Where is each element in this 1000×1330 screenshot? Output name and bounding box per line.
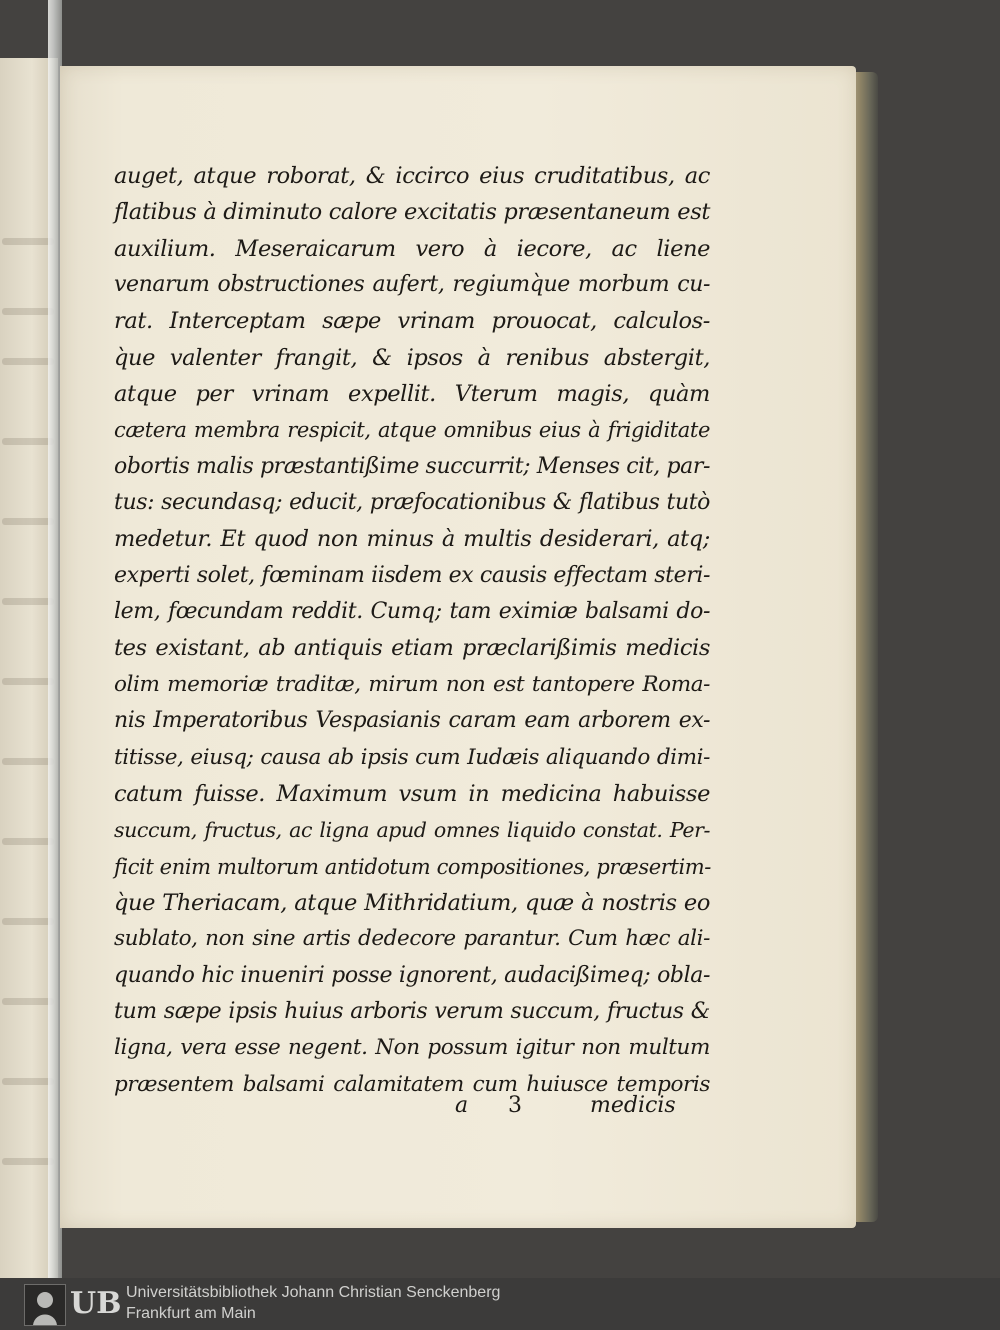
text-line: tus: secundasq; educit, præfocationibus & flatibus tutò <box>114 490 710 516</box>
text-line: ficit enim multorum antidotum compositiones, præsertim- <box>114 854 711 879</box>
text-line: succum, fructus, ac ligna apud omnes liquido constat. Per- <box>114 818 710 843</box>
institution-city: Frankfurt am Main <box>126 1305 256 1322</box>
text-line: cætera membra respicit, atque omnibus eius à frigiditate <box>114 418 710 443</box>
text-line: obortis malis præstantißime succurrit; Menses cit, par- <box>114 453 710 479</box>
text-line: titisse, eiusq; causa ab ipsis cum Iudæis aliquando dimi- <box>114 744 710 770</box>
page-text <box>114 158 710 1103</box>
library-footer <box>0 1278 1000 1330</box>
text-line: venarum obstructiones aufert, regiumq̀ue morbum cu- <box>114 272 710 298</box>
signature-letter: a <box>455 1093 469 1118</box>
text-line: sublato, non sine artis dedecore parantur. Cum hæc ali- <box>114 926 710 952</box>
text-line: rat. Interceptam sæpe vrinam prouocat, calculos- <box>114 308 710 335</box>
text-line: lem, fœcundam reddit. Cumq; tam eximiæ balsami do- <box>114 599 710 625</box>
text-line: flatibus à diminuto calore excitatis præsentaneum est <box>114 199 710 226</box>
text-line: catum fuisse. Maximum vsum in medicina habuisse <box>114 780 710 807</box>
text-line: tes existant, ab antiquis etiam præclarißimis medicis <box>114 635 710 662</box>
text-line: atque per vrinam expellit. Vterum magis, quàm <box>114 381 710 408</box>
text-line: q̀ue Theriacam, atque Mithridatium, quæ à nostris eo <box>114 889 710 916</box>
institution-name: Universitätsbibliothek Johann Christian Senckenberg <box>126 1284 501 1301</box>
text-line: præsentem balsami calamitatem cum huiusce temporis <box>114 1071 710 1097</box>
text-line: auxilium. Meseraicarum vero à iecore, ac liene <box>114 235 710 262</box>
text-line: auget, atque roborat, & iccirco eius cruditatibus, ac <box>114 163 710 189</box>
text-line: quando hic inueniri posse ignorent, audacißimeq; obla- <box>114 962 710 988</box>
text-line: medetur. Et quod non minus à multis desiderari, atq; <box>114 526 710 553</box>
text-line: experti solet, fœminam iisdem ex causis effectam steri- <box>114 562 710 588</box>
ub-logo[interactable] <box>24 1284 122 1324</box>
senckenberg-portrait-icon <box>24 1284 66 1326</box>
text-line: olim memoriæ traditæ, mirum non est tantopere Roma- <box>114 671 710 697</box>
ub-logo-text: UB <box>70 1286 122 1321</box>
text-line: nis Imperatoribus Vespasianis caram eam arborem ex- <box>114 708 710 734</box>
catchword: medicis <box>590 1093 676 1118</box>
text-line: ligna, vera esse negent. Non possum igitur non multum <box>114 1035 710 1061</box>
signature-number: 3 <box>508 1093 522 1118</box>
text-line: tum sæpe ipsis huius arboris verum succum, fructus & <box>114 998 710 1024</box>
text-line: q̀ue valenter frangit, & ipsos à renibus abstergit, <box>114 344 710 371</box>
